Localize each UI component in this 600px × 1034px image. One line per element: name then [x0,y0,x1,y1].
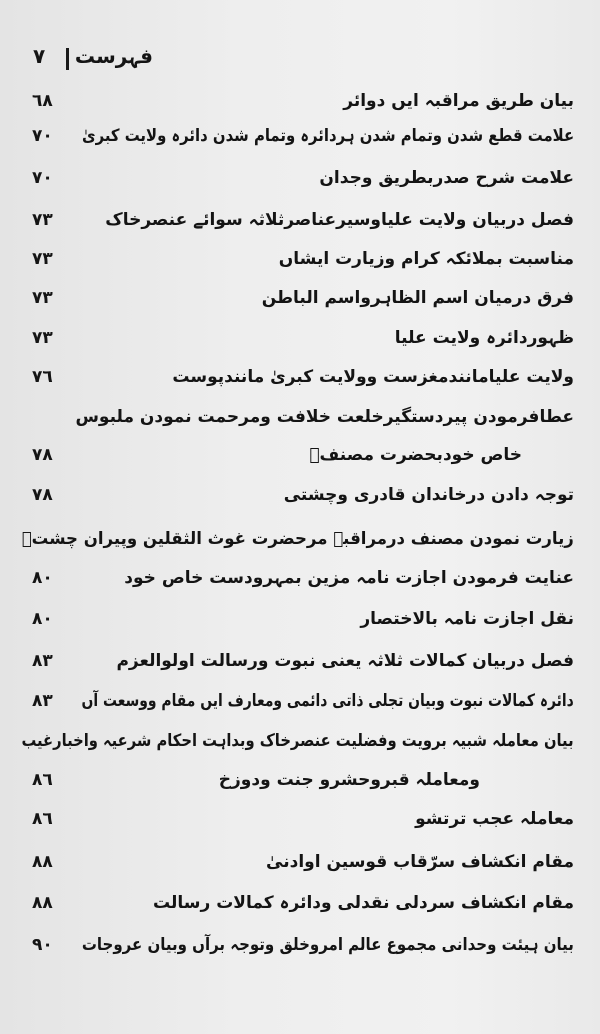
toc-entry [0,604,600,634]
toc-entry-page: ٨٨ [32,852,53,872]
toc-entry-title: عطافرمودن پیردستگیرخلعت خلافت ومرحمت نمودن ملبوس [75,407,574,427]
toc-entry-page: ٧٠ [32,126,53,146]
toc-entry-page: ٧٣ [32,288,53,308]
toc-entry-page: ٩٠ [32,935,53,955]
page-title: فہرست [74,44,153,68]
toc-entry-title: نقل اجازت نامہ بالاختصار [360,609,574,629]
toc-entry-title: ومعاملہ قبروحشرو جنت ودوزخ [218,770,480,790]
toc-entry-title: علامت قطع شدن وتمام شدن ہردائرہ وتمام شدن دائرہ ولایت کبریٰ [81,126,574,146]
toc-entry-title: خاص خودبحضرت مصنفؒ [309,445,522,465]
toc-entry-title: ولایت علیامانندمغزست وولایت کبریٰ مانندپوست [172,367,574,387]
toc-entry [0,524,600,554]
toc-entry-page: ٨٠ [32,568,53,588]
toc-entry [0,283,600,313]
toc-entry-title: ظہوردائرہ ولایت علیا [394,328,574,348]
toc-entry-title: مقام انکشاف سردلی نقدلی ودائرہ کمالات رسالت [153,893,574,913]
toc-entry-title: فصل دربیان ولایت علیاوسیرعناصرثلاثہ سوائے عنصرخاک [105,210,574,230]
toc-entry-page: ٨٨ [32,893,53,913]
toc-entry-page: ٨٣ [32,651,53,671]
toc-entry [0,362,600,392]
toc-entry [0,804,600,834]
toc-entry [0,163,600,193]
toc-entry-page: ٨٦ [32,809,53,829]
toc-entry [0,888,600,918]
toc-entry [0,847,600,877]
toc-entry [0,86,600,116]
toc-entry-title: مناسبت بملائکہ کرام وزیارت ایشاں [278,249,574,269]
toc-entry [0,440,600,470]
toc-entry-title: دائرہ کمالات نبوت وبیان تجلی ذاتی دائمی ومعارف ایں مقام ووسعت آں [81,691,574,711]
toc-entry-page: ٧٣ [32,210,53,230]
toc-entry-page: ٧٨ [32,485,53,505]
toc-entry [0,765,600,795]
toc-entry [0,930,600,960]
toc-entry-title: علامت شرح صدربطریق وجدان [319,168,574,188]
toc-entry-page: ٧٨ [32,445,53,465]
toc-entry-title: معاملہ عجب ترتشو [415,809,574,829]
folio-number: ٧ [33,44,46,68]
toc-entry-page: ٧٠ [32,168,53,188]
toc-entry [0,323,600,353]
toc-entry-page: ٧٦ [32,367,53,387]
toc-entry-title: فصل دربیان کمالات ثلاثہ یعنی نبوت ورسالت اولوالعزم [116,651,574,671]
toc-entry [0,244,600,274]
toc-entry-page: ٨٦ [32,770,53,790]
toc-entry [0,205,600,235]
toc-entry-page: ٦٨ [32,91,53,111]
toc-entry-page: ٨٠ [32,609,53,629]
toc-entry [0,646,600,676]
toc-entry [0,121,600,151]
toc-entry [0,402,600,432]
toc-entry [0,480,600,510]
toc-entry-title: توجہ دادن درخاندان قادری وچشتی [283,485,574,505]
toc-entry-title: عنایت فرمودن اجازت نامہ مزین بمہرودست خاص خود [124,568,574,588]
toc-entry [0,726,600,756]
toc-entry-title: بیان معاملہ شبیہ برویت وفضلیت عنصرخاک وبداہت احکام شرعیہ واخبارغیب [21,731,574,751]
toc-entry-title: فرق درمیان اسم الظاہرواسم الباطن [261,288,574,308]
toc-entry-title: بیان طریق مراقبہ ایں دوائر [343,91,574,111]
toc-entry-page: ٨٣ [32,691,53,711]
toc-entry [0,686,600,716]
toc-entry-page: ٧٣ [32,249,53,269]
toc-entry-title: زیارت نمودن مصنف درمراقبہ مرحضرت غوث الثقلین وپیران چشتؒ [21,529,574,549]
toc-entry [0,563,600,593]
toc-entry-page: ٧٣ [32,328,53,348]
toc-entry-title: مقام انکشاف سرّقاب قوسین اوادنیٰ [266,852,574,872]
toc-entry-title: بیان ہیئت وحدانی مجموع عالم امروخلق وتوجہ برآں وبیان عروجات [81,935,574,955]
